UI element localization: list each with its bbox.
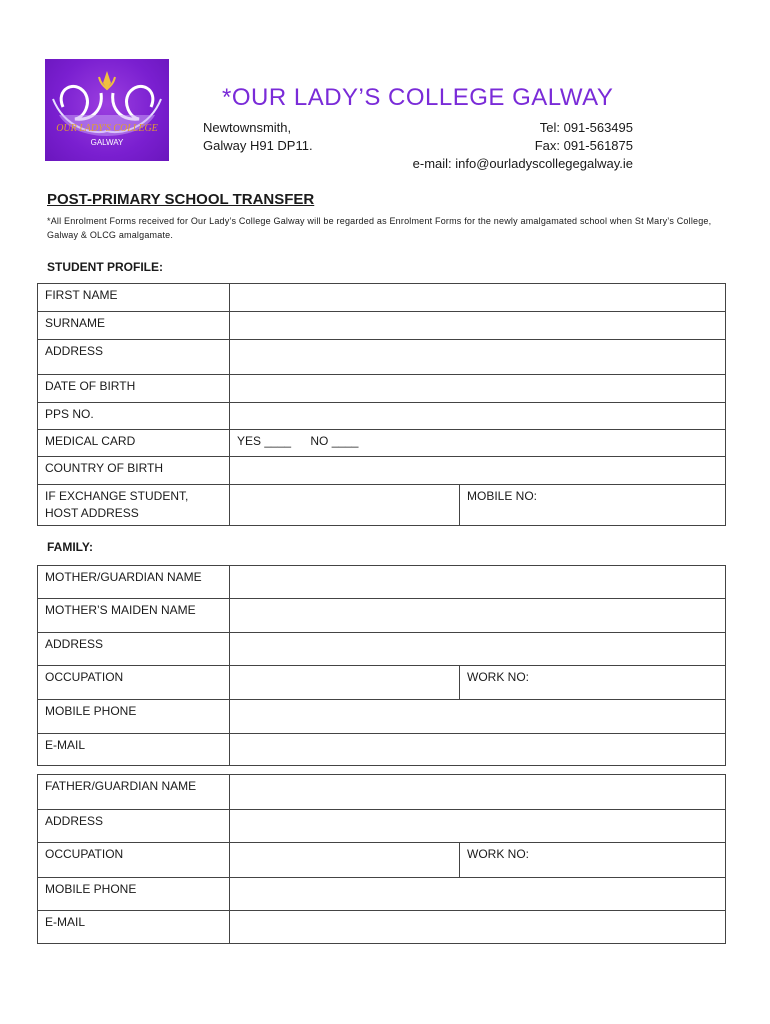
mother-address-label: ADDRESS (38, 633, 230, 666)
college-title: *OUR LADY’S COLLEGE GALWAY (222, 84, 614, 111)
college-contact (413, 119, 633, 173)
email-link[interactable]: e-mail: info@ourladyscollegegalway.ie (412, 156, 633, 171)
family-label: FAMILY: (47, 540, 94, 554)
exchange-label-line1: IF EXCHANGE STUDENT, (45, 489, 189, 503)
address-label: ADDRESS (38, 340, 230, 375)
mother-address-field[interactable] (230, 633, 726, 666)
surname-label: SURNAME (38, 312, 230, 340)
dob-label: DATE OF BIRTH (38, 375, 230, 403)
father-email-label: E-MAIL (38, 911, 230, 944)
father-name-field[interactable] (230, 775, 726, 810)
student-profile-table (37, 283, 726, 526)
dob-field[interactable] (230, 375, 726, 403)
first-name-field[interactable] (230, 284, 726, 312)
father-mobile-label: MOBILE PHONE (38, 878, 230, 911)
mobile-no-field[interactable]: MOBILE NO: (460, 485, 726, 526)
mother-name-label: MOTHER/GUARDIAN NAME (38, 566, 230, 599)
medical-card-label: MEDICAL CARD (38, 430, 230, 457)
logo-subtext: GALWAY (90, 138, 124, 147)
fax-text: Fax: 091-561875 (534, 138, 633, 153)
pps-field[interactable] (230, 403, 726, 430)
medical-card-yes[interactable]: YES ____ (237, 434, 292, 448)
father-name-label: FATHER/GUARDIAN NAME (38, 775, 230, 810)
father-occupation-field[interactable] (230, 843, 460, 878)
father-address-label: ADDRESS (38, 810, 230, 843)
host-address-field[interactable] (230, 485, 460, 526)
pps-label: PPS NO. (38, 403, 230, 430)
address-line-2: Galway H91 DP11. (203, 138, 313, 153)
medical-card-no[interactable]: NO ____ (310, 434, 359, 448)
logo-text: OUR LADY'S COLLEGE (56, 123, 158, 134)
mother-work-no-field[interactable]: WORK NO: (460, 666, 726, 700)
mother-mobile-label: MOBILE PHONE (38, 700, 230, 734)
exchange-label-line2: HOST ADDRESS (45, 506, 139, 520)
mother-occupation-label: OCCUPATION (38, 666, 230, 700)
tel-text: Tel: 091-563495 (539, 120, 633, 135)
mother-table (37, 565, 726, 766)
mother-mobile-field[interactable] (230, 700, 726, 734)
father-address-field[interactable] (230, 810, 726, 843)
father-table (37, 774, 726, 944)
form-heading: POST-PRIMARY SCHOOL TRANSFER (47, 191, 315, 208)
mother-email-label: E-MAIL (38, 734, 230, 766)
exchange-label (38, 485, 230, 526)
surname-field[interactable] (230, 312, 726, 340)
father-email-field[interactable] (230, 911, 726, 944)
mother-email-field[interactable] (230, 734, 726, 766)
maiden-name-label: MOTHER’S MAIDEN NAME (38, 599, 230, 633)
college-address (203, 119, 313, 155)
father-work-no-field[interactable]: WORK NO: (460, 843, 726, 878)
mother-name-field[interactable] (230, 566, 726, 599)
address-line-1: Newtownsmith, (203, 120, 292, 135)
country-label: COUNTRY OF BIRTH (38, 457, 230, 485)
enrolment-note: *All Enrolment Forms received for Our Lady’s College Galway will be regarded as Enrolment Forms for the newly amalgamated school when St Mary’s College, Galway & OLCG amalgamate. (47, 216, 712, 240)
first-name-label: FIRST NAME (38, 284, 230, 312)
father-occupation-label: OCCUPATION (38, 843, 230, 878)
student-profile-label: STUDENT PROFILE: (47, 260, 163, 274)
maiden-name-field[interactable] (230, 599, 726, 633)
address-field[interactable] (230, 340, 726, 375)
mother-occupation-field[interactable] (230, 666, 460, 700)
father-mobile-field[interactable] (230, 878, 726, 911)
medical-card-field[interactable] (230, 430, 726, 457)
country-field[interactable] (230, 457, 726, 485)
college-logo (45, 59, 169, 161)
